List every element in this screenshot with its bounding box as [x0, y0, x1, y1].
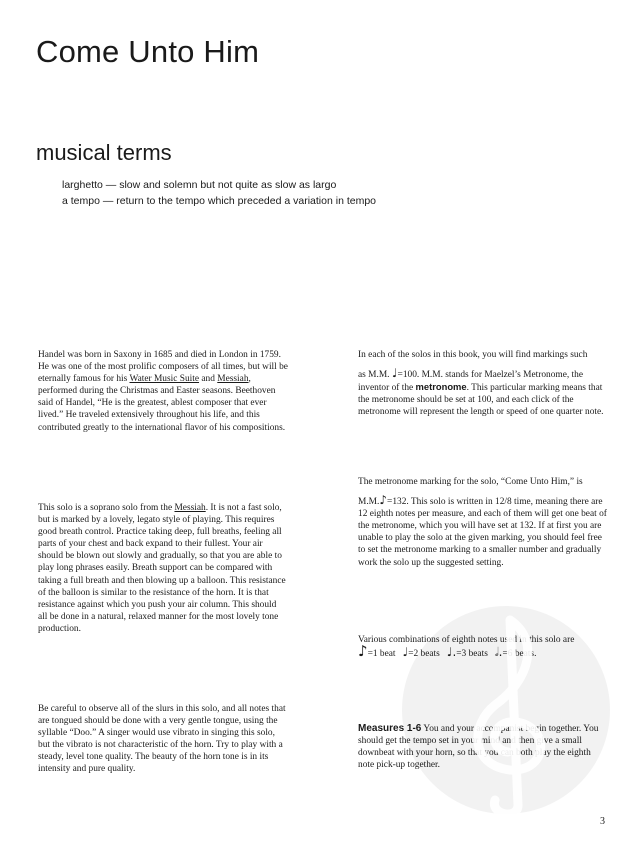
eighth-note-icon: ♪ — [358, 642, 368, 661]
quarter-note-icon: ♩ — [402, 645, 409, 660]
term-a-tempo: a tempo — return to the tempo which preceded a variation in tempo — [62, 195, 377, 207]
page-title: Come Unto Him — [36, 34, 260, 69]
term-larghetto: larghetto — slow and solemn but not quite as slow as largo — [62, 179, 337, 191]
treble-clef-watermark — [400, 600, 612, 820]
section-title: musical terms — [36, 140, 172, 165]
musical-terms-list — [62, 177, 376, 209]
dotted-quarter-note-icon: ♩. — [446, 645, 457, 660]
messiah-title: Messiah — [174, 503, 206, 513]
metronome-markings-paragraph: In each of the solos in this book, you will find markings such as M.M. ♩=100. M.M. stands for Maelzel’s Metronome, the inventor of the metronome. This particular marking means that the metronome should be set at 100, and each click of the metronome will represent the length or speed of one quarter note. — [358, 350, 604, 418]
quarter-note-icon: ♩ — [391, 366, 398, 381]
page-number: 3 — [600, 816, 605, 827]
slurs-paragraph: Be careful to observe all of the slurs in this solo, and all notes that are tongued should be done with a very gentle tongue, using the syllable “Doo.” A singer would use vibrato in singing this solo, but the vibrato is not characteristic of the horn. Try to play with a steady, level tone quality. The beauty of the horn tone is in its intensity and pure quality. — [38, 704, 286, 775]
metronome-marking-solo-paragraph: The metronome marking for the solo, “Come Unto Him,” is M.M.♪=132. This solo is written in 12/8 time, meaning there are 12 eighth notes per measure, and each of them will get one beat of the metronome, which you will have set at 132. If at first you are unable to play the solo at the given marking, you should feel free to set the metronome marking to a smaller number and gradually work the solo up the suggested setting. — [358, 477, 607, 568]
dotted-half-note-icon: 𝅗𝅥. — [494, 645, 503, 660]
eighth-note-icon: ♪ — [379, 493, 388, 508]
measures-heading: Measures 1-6 — [358, 723, 422, 734]
handel-bio-paragraph: Handel was born in Saxony in 1685 and died in London in 1759. He was one of the most prolific composers of all times, but will be eternally famous for his Water Music Suite and Messiah, performed during the Christmas and Easter seasons. Beethoven said of Handel, “He is the greatest, ablest composer that ever lived.” He traveled extensively throughout his life, and this contributed greatly to the international flavor of his compositions. — [38, 350, 288, 433]
metronome-term: metronome — [415, 381, 467, 393]
eighth-note-combinations-paragraph: Various combinations of eighth notes used in this solo are ♪=1 beat ♩=2 beats ♩.=3 beats 𝅗𝅥.=6 beats. — [358, 635, 575, 661]
messiah-title: Messiah — [217, 374, 249, 385]
measures-1-6-paragraph: Measures 1-6 You and your accompanist begin together. You should get the tempo set in your mind and then give a small downbeat with your horn, so that you can both play the eighth note pick-up together. — [358, 723, 599, 771]
water-music-suite-title: Water Music Suite — [129, 374, 200, 385]
solo-description-paragraph: This solo is a soprano solo from the Messiah. It is not a fast solo, but is marked by a lovely, legato style of playing. This requires good breath control. Practice taking deep, full breaths, feeling all parts of your chest and back expand to their fullest. Your air should be blown out slowly and gradually, so that you are able to play long phrases easily. Breath support can be compared with taking a full breath and then blowing up a balloon. This resistance of the balloon is similar to the resistance of the horn. It is that resistance against which you push your air column. This should all be done in a natural, relaxed manner for the most lovely tone production. — [38, 503, 286, 634]
